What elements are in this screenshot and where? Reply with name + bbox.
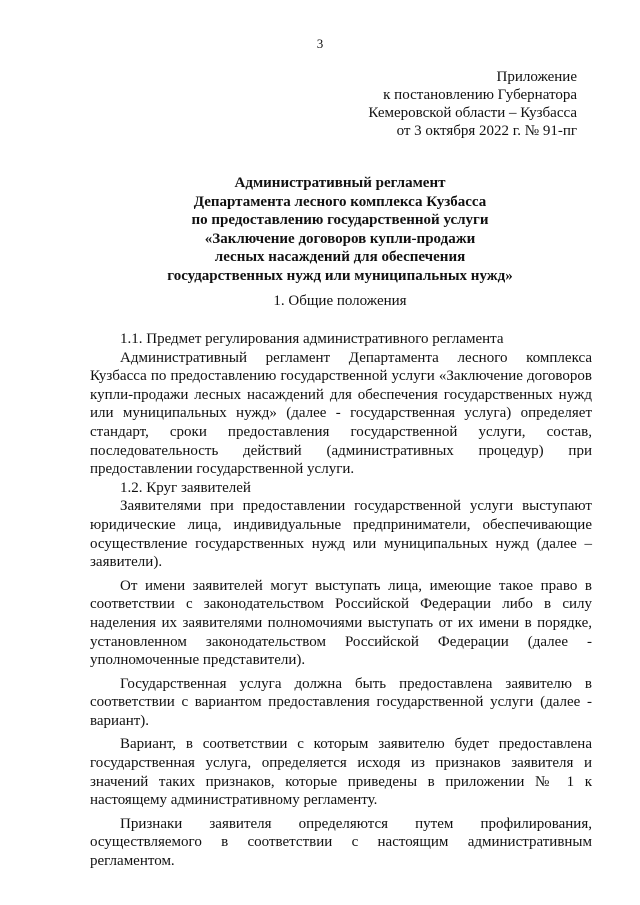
title-line: Департамента лесного комплекса Кузбасса: [193, 193, 487, 210]
page-number: 3: [316, 36, 324, 51]
appendix-block: [277, 68, 577, 140]
title-line: лесных насаждений для обеспечения: [214, 249, 466, 266]
subsection-heading: 1.2. Круг заявителей: [120, 479, 251, 496]
section-heading: 1. Общие положения: [273, 293, 407, 309]
appendix-line: к постановлению Губернатора: [383, 87, 577, 103]
paragraph: Административный регламент Департамента лесного комплекса Кузбасса по предоставлению государственной услуги «Заключение договоров купли-продажи лесных насаждений для обеспечения государственных нужд или муниципальных нужд» (далее - государственная услуга) определяет стандарт, сроки предоставления государственной услуги, состав, последовательность действий (административных процедур) при предоставлении государственной услуги.: [90, 349, 592, 478]
appendix-line: Кемеровской области – Кузбасса: [368, 105, 577, 121]
appendix-line: от 3 октября 2022 г. № 91-пг: [396, 123, 577, 139]
title-line: Административный регламент: [234, 175, 446, 191]
document-title: [90, 174, 590, 286]
paragraph: От имени заявителей могут выступать лица, имеющие такое право в соответствии с законодательством Российской Федерации либо в силу наделения их заявителями полномочиями выступать от их имени в порядке, установленном законодательством Российской Федерации (далее - уполномоченные представители).: [90, 577, 592, 669]
body-text: [90, 330, 592, 871]
title-line: государственных нужд или муниципальных нужд»: [167, 267, 513, 284]
appendix-line: Приложение: [496, 69, 577, 85]
paragraph: Заявителями при предоставлении государственной услуги выступают юридические лица, индивидуальные предприниматели, обеспечивающие осуществление государственных нужд или муниципальных нужд (далее – заявители).: [90, 498, 592, 571]
subsection-heading: 1.1. Предмет регулирования административного регламента: [120, 331, 504, 347]
title-line: по предоставлению государственной услуги: [191, 212, 489, 229]
paragraph: Государственная услуга должна быть предоставлена заявителю в соответствии с вариантом предоставления государственной услуги (далее - вариант).: [90, 675, 592, 729]
paragraph: Вариант, в соответствии с которым заявителю будет предоставлена государственная услуга, определяется исходя из признаков заявителя и значений таких признаков, которые приведены в приложении № 1 к настоящему административному регламенту.: [90, 736, 592, 809]
title-line: «Заключение договоров купли-продажи: [204, 230, 476, 247]
paragraph: Признаки заявителя определяются путем профилирования, осуществляемого в соответствии с настоящим административным регламентом.: [90, 815, 592, 870]
